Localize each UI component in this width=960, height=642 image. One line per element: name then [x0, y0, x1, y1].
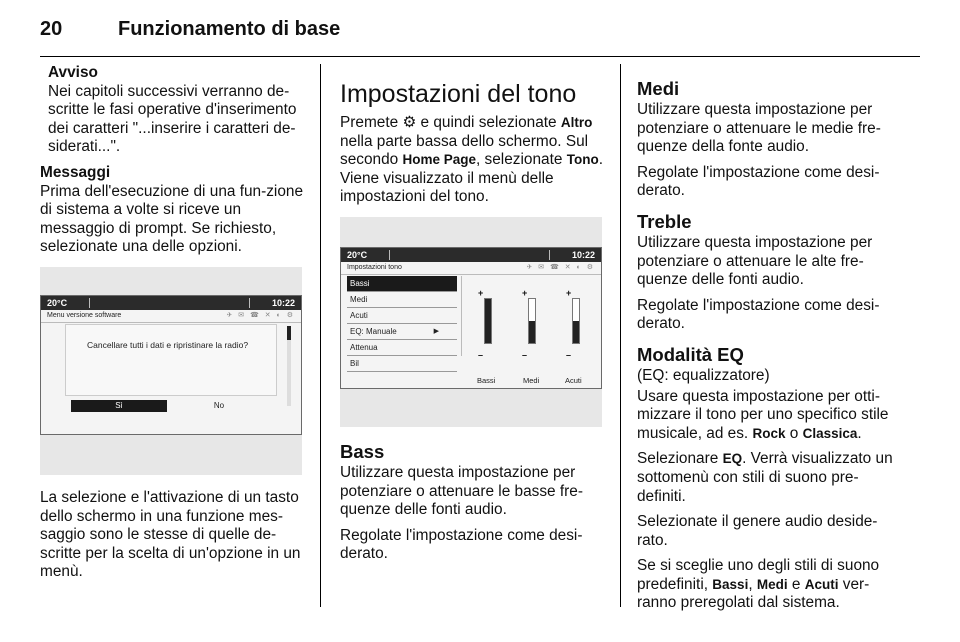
page-header [40, 18, 920, 52]
eq-select-text: Selezionare EQ. Verrà visualizzato un sottomenù con stili di suono pre-definiti. [637, 450, 893, 505]
clock-readout: 10:22 [571, 249, 595, 260]
yes-button[interactable]: Sì [71, 400, 167, 412]
screen-titlebar [41, 310, 301, 323]
eq-subtitle: (EQ: equalizzatore) [637, 366, 770, 384]
header-rule [40, 56, 920, 57]
treble-adjust-text: Regolate l'impostazione come desi-derato. [637, 296, 880, 333]
column-2 [340, 64, 604, 571]
eq-heading: Modalità EQ [637, 343, 744, 365]
settings-gear-icon: ⚙ [402, 114, 417, 131]
label-medi: Medi [523, 375, 540, 385]
eq-panel [461, 276, 598, 360]
messages-text: Prima dell'esecuzione di una fun-zione di sistema a volte si riceve un messaggio di prompt. Se richiesto, selezionate una delle opzioni. [40, 182, 304, 256]
page-number: 20 [40, 18, 63, 40]
selection-text: La selezione e l'attivazione di un tasto dello schermo in una funzione mes-saggio sono le stesse di quelle de-scritte per la scelta di un'opzione in un menù. [40, 488, 301, 581]
column-3 [637, 64, 903, 620]
treble-slider-fill [573, 321, 579, 343]
dialog-message: Cancellare tutti i dati e ripristinare la radio? [87, 339, 249, 350]
bass-text: Utilizzare questa impostazione per potenziare o attenuare le basse fre-quenze delle fonti audio. [340, 463, 583, 519]
messages-heading: Messaggi [40, 163, 111, 181]
treble-slider[interactable]: + – [566, 288, 588, 350]
screen-message [40, 295, 302, 435]
label-bassi: Bassi [477, 375, 496, 385]
treble-heading: Treble [637, 210, 692, 232]
medi-heading: Medi [637, 78, 680, 99]
figure-tone-screen [340, 217, 602, 427]
treble-text: Utilizzare questa impostazione per potenziare o attenuare le alte fre-quenze delle fonti audio. [637, 233, 873, 289]
temperature-readout: 20°C [347, 249, 368, 260]
screen-title: Impostazioni tono [347, 263, 402, 271]
note-text: Nei capitoli successivi verranno de-scritte le fasi operative d'inserimento dei caratteri "...inserire i caratteri de-siderati...". [48, 82, 297, 156]
no-button[interactable]: No [171, 400, 267, 412]
note-title: Avviso [48, 64, 98, 81]
status-icons: ✈ ✉ ☎ ✕ ◐ ⚙ [526, 263, 595, 271]
column-1 [40, 64, 306, 589]
screen-tone-settings [340, 247, 602, 389]
temperature-readout: 20°C [47, 297, 68, 308]
screen-title: Menu versione software [47, 311, 122, 319]
triangle-right-icon: ▶ [433, 327, 439, 335]
eq-preset-text: Se si sceglie uno degli stili di suono predefiniti, Bassi, Medi e Acuti ver-ranno preregolati dal sistema. [637, 557, 880, 612]
bass-slider-fill [485, 299, 491, 343]
menu-item-medi[interactable]: Medi [347, 292, 457, 308]
mid-slider-fill [529, 321, 535, 343]
column-divider-2 [620, 64, 621, 607]
dialog-box [65, 324, 277, 396]
screen-titlebar [341, 262, 601, 275]
medi-adjust-text: Regolate l'impostazione come desi-derato. [637, 163, 880, 200]
menu-item-eq[interactable]: EQ: Manuale ▶ [347, 324, 457, 340]
status-bar [341, 248, 601, 262]
medi-text: Utilizzare questa impostazione per potenziare o attenuare le medie fre-quenze della fonte audio. [637, 101, 881, 156]
label-acuti: Acuti [565, 375, 582, 385]
column-divider-1 [320, 64, 321, 607]
figure-message-screen [40, 267, 302, 475]
menu-item-attenua[interactable]: Attenua [347, 340, 457, 356]
clock-readout: 10:22 [271, 297, 295, 308]
note-block [48, 64, 306, 157]
status-icons: ✈ ✉ ☎ ✕ ◐ ⚙ [226, 311, 295, 319]
scroll-thumb[interactable] [287, 326, 291, 340]
eq-text: Usare questa impostazione per otti-mizzare il tono per uno specifico stile musicale, ad es. Rock o Classica. [637, 387, 889, 442]
tone-intro: Premete ⚙ e quindi selezionate Altro nella parte bassa dello schermo. Sul secondo Home Page, selezionate Tono. Viene visualizzato il menù delle impostazioni del tono. [340, 114, 603, 206]
bass-slider[interactable]: + – [478, 288, 500, 350]
status-bar [41, 296, 301, 310]
menu-item-bassi[interactable]: Bassi [347, 276, 457, 292]
chapter-title: Funzionamento di base [118, 18, 341, 40]
bass-heading: Bass [340, 440, 385, 462]
tone-menu-list [347, 276, 457, 372]
bass-adjust-text: Regolate l'impostazione come desi-derato. [340, 526, 583, 563]
eq-genre-text: Selezionate il genere audio deside-rato. [637, 513, 878, 549]
menu-item-acuti[interactable]: Acuti [347, 308, 457, 324]
section-heading-tone: Impostazioni del tono [340, 80, 577, 108]
mid-slider[interactable]: + – [522, 288, 544, 350]
menu-item-bil[interactable]: Bil [347, 356, 457, 372]
